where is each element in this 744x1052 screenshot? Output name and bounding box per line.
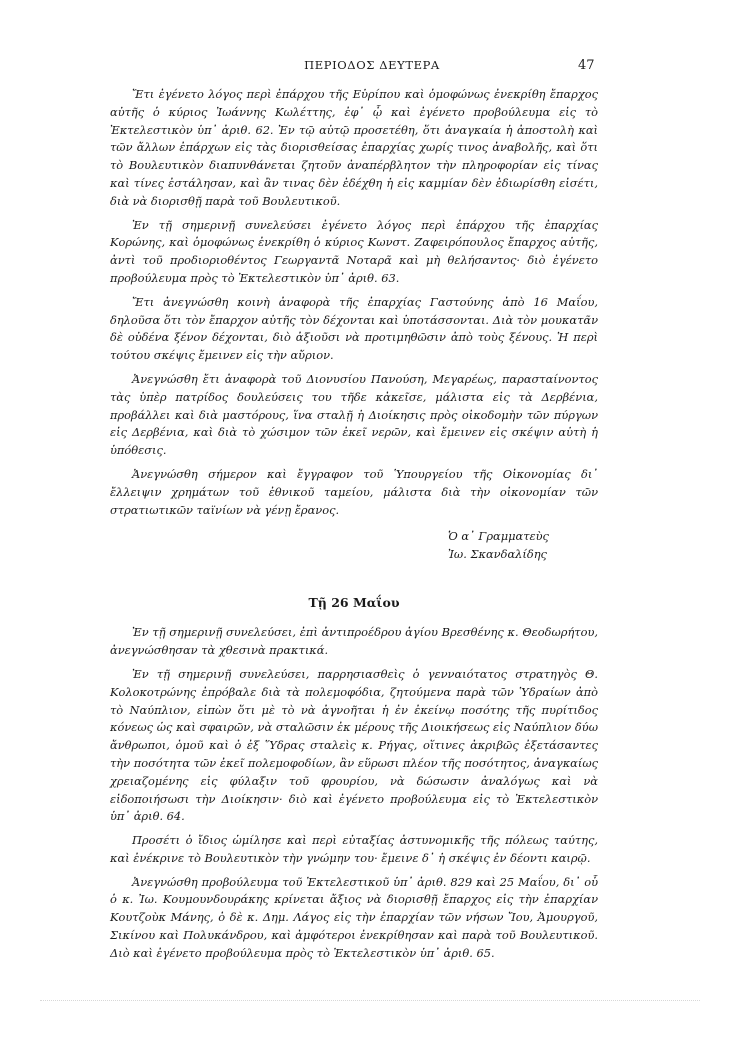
paragraph: Ἀνεγνώσθη προβούλευμα τοῦ Ἐκτελεστικοῦ ὑπ᾽ ἀριθ. 829 καὶ 25 Μαΐου, δι᾽ οὗ ὁ κ. Ἰω. Κουμουνδουράκης κρίνεται ἄξιος νὰ διορισθῇ ἔπαρχος εἰς τὴν ἐπαρχίαν Κουτζοὺκ Μάνης, ὁ δὲ κ. Δημ. Λάγος εἰς τὴν ἐπαρχίαν τῶν νήσων Ἴου, Ἀμουργοῦ, Σικίνου καὶ Πολυκάνδρου, καὶ ἀμφότεροι ἐνεκρίθησαν καὶ παρὰ τοῦ Βουλευτικοῦ. Διὸ καὶ ἐγένετο προβούλευμα πρὸς τὸ Ἐκτελεστικὸν ὑπ᾽ ἀριθ. 65.: [110, 874, 598, 960]
paragraph: Ἐν τῇ σημερινῇ συνελεύσει, ἐπὶ ἀντιπροέδρου ἁγίου Βρεσθένης κ. Θεοδωρήτου, ἀνεγνώσθησαν τὰ χθεσινὰ πρακτικά.: [110, 625, 598, 658]
signature-title: Ὁ α᾽ Γραμματεὺς: [448, 529, 549, 544]
page-body: [110, 86, 598, 969]
signature-name: Ἰω. Σκανδαλίδης: [448, 547, 547, 562]
paragraph: Ἔτι ἀνεγνώσθη κοινὴ ἀναφορὰ τῆς ἐπαρχίας Γαστούνης ἀπὸ 16 Μαΐου, δηλοῦσα ὅτι τὸν ἔπαρχον αὐτῆς τὸν δέχονται καὶ ὑποτάσσονται. Διὰ τὸν μουκατᾶν δὲ οὐδένα ξένον δέχονται, διὸ ἀξιοῦσι νὰ προτιμηθῶσιν ἀπὸ τοὺς ξένους. Ἡ περὶ τούτου σκέψις ἔμεινεν εἰς τὴν αὔριον.: [110, 294, 598, 363]
running-title: ΠΕΡΙΟΔΟΣ ΔΕΥΤΕΡΑ: [304, 58, 440, 72]
paragraph: Ἐν τῇ σημερινῇ συνελεύσει ἐγένετο λόγος περὶ ἐπάρχου τῆς ἐπαρχίας Κορώνης, καὶ ὁμοφώνως ἐνεκρίθη ὁ κύριος Κωνστ. Ζαφειρόπουλος ἔπαρχος αὐτῆς, ἀντὶ τοῦ προδιοριοθέντος Γεωργαντᾶ Νοταρᾶ καὶ μὴ θελήσαντος· διὸ ἐγένετο προβούλευμα πρὸς τὸ Ἐκτελεστικὸν ὑπ᾽ ἀριθ. 63.: [110, 217, 598, 285]
page-header: [0, 58, 744, 78]
page-number: 47: [578, 58, 595, 73]
signature-block: [110, 527, 598, 563]
paragraph: Ἀνεγνώσθη ἔτι ἀναφορὰ τοῦ Διονυσίου Πανούση, Μεγαρέως, παρασταίνοντος τὰς ὑπὲρ πατρίδος δουλεύσεις του τῆδε κἀκεῖσε, μάλιστα εἰς τὰ Δερβένια, προβάλλει καὶ διὰ μαστόρους, ἵνα σταλῇ ἡ Διοίκησις πρὸς οἰκοδομὴν τῶν πύργων εἰς Δερβένια, καὶ διὰ τὸ χώσιμον τῶν ἐκεῖ νερῶν, καὶ ἔμεινεν εἰς σκέψιν αὐτὴ ἡ ὑπόθεσις.: [110, 371, 598, 458]
paragraph: Ἔτι ἐγένετο λόγος περὶ ἐπάρχου τῆς Εὐρίπου καὶ ὁμοφώνως ἐνεκρίθη ἔπαρχος αὐτῆς ὁ κύριος Ἰωάννης Κωλέττης, ἐφ᾽ ᾧ καὶ ἐγένετο προβούλευμα εἰς τὸ Ἐκτελεστικὸν ὑπ᾽ ἀριθ. 62. Ἐν τῷ αὐτῷ προσετέθη, ὅτι ἀναγκαία ἡ ἀποστολὴ καὶ τῶν ἄλλων ἐπάρχων εἰς τὰς διορισθείσας ἐπαρχίας χωρίς τινος ἀναβολῆς, καὶ ὅτι τὸ Βουλευτικὸν διαπυνθάνεται ζητοῦν ἀναπέρβλητον τὴν πληροφορίαν εἰς τίνας καὶ τίνες ἐστάλησαν, καὶ ἂν τινας δὲν ἐδέχθη ἡ εἰς καμμίαν δὲν ἐδιωρίσθη εἰσέτι, διὰ νὰ διορισθῇ παρὰ τοῦ Βουλευτικοῦ.: [110, 87, 598, 208]
paragraph: Ἀνεγνώσθη σήμερον καὶ ἔγγραφον τοῦ Ὑπουργείου τῆς Οἰκονομίας δι᾽ ἔλλειψιν χρημάτων τοῦ ἐθνικοῦ ταμείου, μάλιστα διὰ τὴν οἰκονομίαν τῶν στρατιωτικῶν ταϊνίων νὰ γένῃ ἔρανος.: [110, 466, 598, 517]
section-heading: Τῇ 26 Μαΐου: [308, 595, 400, 611]
paragraph: Ἐν τῇ σημερινῇ συνελεύσει, παρρησιασθεὶς ὁ γενναιότατος στρατηγὸς Θ. Κολοκοτρώνης ἐπρόβαλε διὰ τὰ πολεμοφόδια, ζητούμενα παρὰ τῶν Ὑδραίων ἀπὸ τὸ Ναύπλιον, εἰπὼν ὅτι μὲ τὸ νὰ ἀγνοῆται ἡ ἐν ἐκείνῳ ποσότης τῆς πυρίτιδος κόνεως ὡς καὶ σφαιρῶν, νὰ σταλῶσιν ἐκ μέρους τῆς Διοικήσεως εἰς Ναύπλιον δύω ἄνθρωποι, ὁμοῦ καὶ ὁ ἐξ Ὕδρας σταλεὶς κ. Ρήγας, οἵτινες ἀκριβῶς ἐξετάσαντες τὴν ποσότητα τῶν ἐκεῖ πολεμοφοδίων, ἂν εὕρωσι πλέον τῆς ποσότητος, ἀναγκαίως χρειαζομένης εἰς φύλαξιν τοῦ φρουρίου, νὰ δώσωσιν ἀναλόγως καὶ νὰ εἰδοποιήσωσι τὴν Διοίκησιν· διὸ καὶ ἐγένετο προβούλευμα εἰς τὸ Ἐκτελεστικὸν ὑπ᾽ ἀριθ. 64.: [110, 666, 598, 824]
scan-footer-marks: [40, 1000, 700, 1005]
paragraph: Προσέτι ὁ ἴδιος ὡμίλησε καὶ περὶ εὐταξίας ἀστυνομικῆς τῆς πόλεως ταύτης, καὶ ἐνέκρινε τὸ Βουλευτικὸν τὴν γνώμην του· ἔμεινε δ᾽ ἡ σκέψις ἐν δέοντι καιρῷ.: [110, 833, 598, 865]
